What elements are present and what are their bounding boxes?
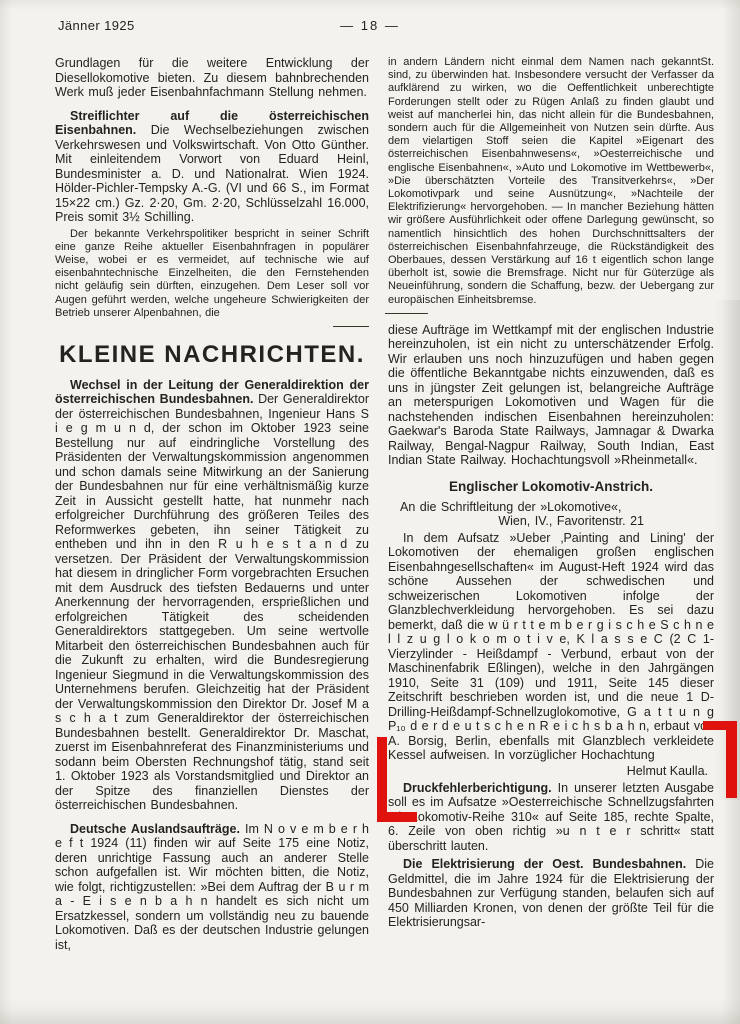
paragraph-review-body-continuation [388,56,714,307]
review-title: Streiflichter auf die österreichischen Eisenbahnen. [55,108,369,137]
right-column [388,56,714,930]
review-bibliography: Die Wechselbeziehungen zwischen Verkehrswesen und Volkswirtschaft. Von Otto Günther. Mit einleitendem Vorwort von Eduard Heinl, Bundesminister a. D. und Nationalrat. Wien 1924. Hölder-Pichler-Tempsky A.-G. (VI und 66 S., im Format 15×22 cm.) Gz. 2·20, Gm. 2·20, Schlüsselzahl 16.000, Preis somit 3½ Schilling. [55,123,369,224]
druckfehler-body: In unserer letzten Ausgabe soll es im Aufsatze »Oesterreichische Schnellzugsfahrten mit Lokomotiv-Reihe 310« auf Seite 185, rechte Spalte, 6. Zeile von oben richtig »u n t e r schritt« statt überschritt lauten. [388,780,714,853]
paragraph-druckfehlerberichtigung [388,781,714,854]
left-column [55,56,369,952]
letter-address-city-line: Wien, IV., Favoritenstr. 21 [498,514,644,529]
paragraph-deutsche-auslandsauftraege [55,822,369,953]
paragraph-streiflichter-review [55,109,369,225]
header-page-number: — 18 — [340,18,400,33]
paragraph-elektrisierung [388,857,714,930]
heading-englischer-lokomotiv-anstrich: Englischer Lokomotiv-Anstrich. [448,478,654,494]
review-continuation-text: in andern Ländern nicht einmal dem Namen nach gekannt sind, zu überwinden hat. Insbesondere versucht der Verfasser da aufklärend zu wirken, wo die Oeffentlichkeit unberechtigte Forderungen stellt oder zu Rügen Anlaß zu finden glaubt und weist auf mancherlei hin, das nicht allein für die Bundesbahnen, sondern auch für die Allgemeinheit von Nutzen sein dürfte. Aus dem vielartigen Stoff seien die Kapitel »Eigenart des österreichischen Eisenbahnwesens«, »Oesterreichische und englische Eisenbahnen«, »Auto und Lokomotive im Wettbewerb«, »Die überschätzten Vorteile des Transitverkehrs«, »Der Lokomotivpark und seine Ausnützung«, »Nachteile der Elektrifizierung« hervorgehoben. — In mancher Beziehung hätten wir größere Ausführlichkeit oder offene Darlegung gewünscht, so namentlich hinsichtlich des hohen Durchschnittsalters der österreichischen Eisenbahnfahrzeuge, die Rückständigkeit des Oberbaues, dessen Verstärkung auf 16 t eigentlich schon lange überholt ist, sowie die Bremsfrage. Nicht nur für Güterzüge als Neueinführung, sondern die Schaffung, bezw. der Uebergang zur europäischen Einheitsbremse. [388,56,714,306]
paragraph-generaldirektion-wechsel [55,378,369,813]
druckfehler-lead: Druckfehlerberichtigung. [403,780,552,795]
section-heading-kleine-nachrichten: KLEINE NACHRICHTEN. [59,340,365,368]
elektrisierung-body: Die Geldmittel, die im Jahre 1924 für die Elektrisierung der Bundesbahnen zur Verfügung standen, belaufen sich auf 450 Milliarden Kronen, von denen der größte Teil für die Elektrisierungsar- [388,857,714,930]
scan-edge-shading [714,300,740,800]
elektrisierung-lead: Die Elektrisierung der Oest. Bundesbahnen. [403,857,687,872]
section-divider-rule-left-column [333,326,369,327]
section-divider-rule-right-column [385,313,428,314]
letter-addressee-line: An die Schriftleitung der »Lokomotive«, [400,499,622,514]
paragraph-auslandsauftraege-continuation: diese Aufträge im Wettkampf mit der englischen Industrie hereinzuholen, ist ein nicht zu unterschätzender Erfolg. Wir erlauben uns noch hinzuzufügen und haben gegen die öffentliche Bekanntgabe nichts einzuwenden, daß es uns in jüngster Zeit gelungen ist, belangreiche Aufträge an meterspurigen Lokomotiven und Wagen für die nachstehenden indischen Eisenbahnen hereinzuholen: Gaekwar's Baroda State Railways, Jamnagar & Dwarka Railway, Bengal-Nagpur Railway, South Indian, East Indian State Railway. Hochachtungsvoll »Rheinmetall«. [388,322,714,468]
news2-body: Im N o v e m b e r h e f t 1924 (11) finden wir auf Seite 175 eine Notiz, deren unrichtige Fassung auch an anderer Stelle schon aufgefallen ist. Wir möchten bitten, die Notiz, wie folgt, richtigzustellen: »Bei dem Auftrag der B u r m a - E i s e n b a h n handelt es sich nicht um Ersatzkessel, sondern um vollständig neu zu bauende Lokomotiven. Daß es der deutschen Industrie gelungen ist, [55,821,369,952]
news2-lead: Deutsche Auslandsaufträge. [70,821,240,836]
paragraph-anstrich-letter-body: In dem Aufsatz »Ueber ‚Painting and Lining' der Lokomotiven der ehemaligen großen englischen Eisenbahngesellschaften« im August-Heft 1924 wird das schöne Aussehen der schwedischen und schweizerischen Lokomotiven infolge der Glanzblechverkleidung hervorgehoben. Es sei dazu bemerkt, daß die w ü r t t e m b e r g i s c h e S c h n e l l z u g l o k o m o t i v e, K l a s s e C (2 C 1-Vierzylinder - Heißdampf - Verbund, erbaut von der Maschinenfabrik Eßlingen), welche in den Jahrgängen 1910, Seite 31 (109) und 1911, Seite 145 dieser Zeitschrift beschrieben worden ist, und die neue 1 D-Drilling-Heißdampf-Schnellzuglokomotive, G a t t u n g P₁₀ d e r d e u t s c h e n R e i c h s b a h n, erbaut von A. Borsig, Berlin, ebenfalls mit Glanzblech verkleidete Kessel aufweisen. In vorzüglicher Hochachtung [388,530,714,763]
review-signature-initials: St. [700,56,714,68]
news1-body: Der Generaldirektor der österreichischen Bundesbahnen, Ingenieur Hans S i e g m u n d, der schon im Oktober 1923 seine Bestellung nur auf eindringliche Vorstellung des Präsidenten der Verwaltungskommission angenommen und schon damals seine Mitwirkung an der Sanierung der Bundesbahnen nur für eine verhältnismäßig kurze Zeit in Aussicht gestellt hatte, hat nunmehr nach erfolgreicher Durchführung des größeren Teiles des Reformwerkes gebeten, ihn seiner Tätigkeit zu entheben und ihn in den R u h e s t a n d zu versetzen. Der Präsident der Verwaltungskommission hat diesem in dringlicher Form vorgebrachten Ersuchen mit dem Ausdruck des tiefsten Bedauerns und unter Anerkennung der hervorragenden, ersprießlichen und erfolgreichen Tätigkeit des scheidenden Generaldirektors stattgegeben. Um seine wertvolle Mitarbeit den österreichischen Bundesbahnen auch für die Zukunft zu erhalten, wird die Bundesregierung Ingenieur Siegmund in die Verwaltungskommission des Unternehmens berufen. Gleichzeitig hat der Präsident der Verwaltungskommission den Direktor Dr. Josef M a s c h a t zum Generaldirektor der österreichischen Bundesbahnen bestellt. Generaldirektor Dr. Maschat, zuerst im Eisenbahnreferat des Finanzministeriums und sodann beim Obersten Rechnungshof tätig, stand seit 1. Oktober 1923 als Vorstandsmitglied und Direktor an der Spitze des finanziellen Dienstes der österreichischen Bundesbahnen. [55,392,369,813]
news1-lead: Wechsel in der Leitung der Generaldirektion der österreichischen Bundesbahnen. [55,377,369,407]
letter-signature: Helmut Kaulla. [626,763,708,778]
header-issue-date: Jänner 1925 [58,18,135,33]
paragraph-diesel-continuation: Grundlagen für die weitere Entwicklung der Diesellokomotive bieten. Zu diesem bahnbrechenden Werk muß jeder Eisenbahnfachmann Stellung nehmen. [55,56,369,99]
paragraph-review-body-small: Der bekannte Verkehrspolitiker bespricht in seiner Schrift eine ganze Reihe aktueller Eisenbahnfragen in populärer Weise, wobei er es vermeidet, auf technische wie auf eisenbahntechnische Einzelheiten, die den Fernstehenden nicht geläufig sein dürften, einzugehen. Dem Leser soll vor Augen geführt werden, welche ungeheure Schwierigkeiten der Betrieb unserer Alpenbahnen, die [55,227,369,319]
scan-edge-shading-bottom [0,998,740,1024]
